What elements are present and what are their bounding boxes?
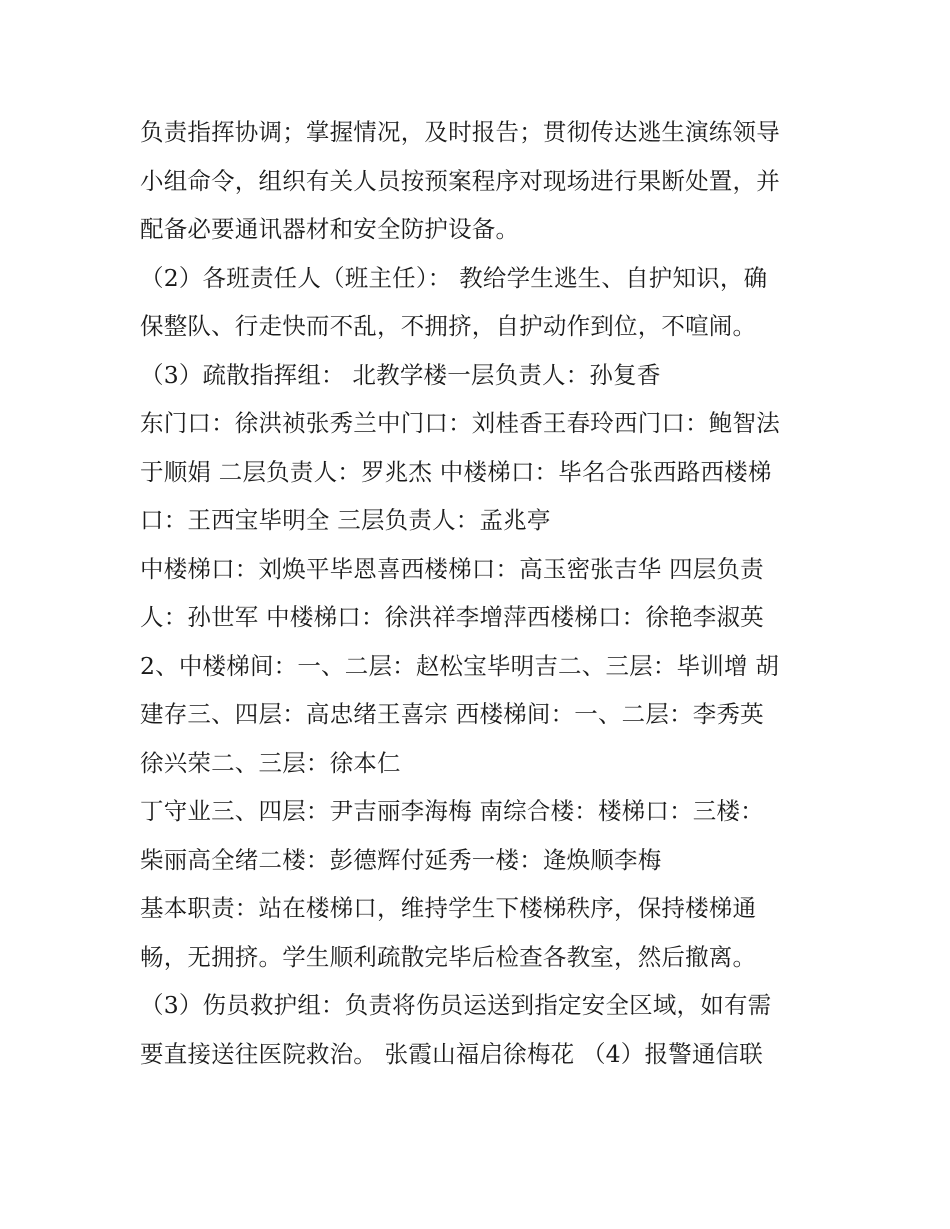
text-line: 丁守业三、四层：尹吉丽李海梅 南综合楼：楼梯口：三楼：: [140, 797, 764, 825]
text-line: （3）疏散指挥组： 北教学楼一层负责人：孙复香: [140, 360, 661, 389]
text-line: 小组命令，组织有关人员按预案程序对现场进行果断处置，并: [140, 166, 780, 195]
text-line: 保整队、行走快而不乱，不拥挤，自护动作到位，不喧闹。: [140, 312, 757, 340]
text-line: 畅，无拥挤。学生顺利疏散完毕后检查各教室，然后撤离。: [140, 942, 757, 971]
text-line: 人：孙世军 中楼梯口：徐洪祥李增萍西楼梯口：徐艳李淑英: [140, 603, 764, 631]
text-line: （3）伤员救护组：负责将伤员运送到指定安全区域，如有需: [140, 991, 772, 1019]
text-line: 口：王西宝毕明全 三层负责人：孟兆亭: [140, 506, 551, 534]
text-line: 徐兴荣二、三层：徐本仁: [140, 748, 401, 777]
text-line: 中楼梯口：刘焕平毕恩喜西楼梯口：高玉密张吉华 四层负责: [140, 554, 764, 583]
text-line: 建存三、四层：高忠绪王喜宗 西楼梯间：一、二层：李秀英: [140, 700, 764, 728]
text-line: 配备必要通讯器材和安全防护设备。: [140, 215, 520, 243]
text-line: 于顺娟 二层负责人：罗兆杰 中楼梯口：毕名合张西路西楼梯: [140, 457, 772, 486]
document-body: [140, 108, 820, 1078]
text-line: 柴丽高全绪二楼：彭德辉付延秀一楼：逄焕顺李梅: [140, 845, 662, 874]
text-line: 负责指挥协调；掌握情况，及时报告；贯彻传达逃生演练领导: [140, 118, 780, 146]
text-line: 要直接送往医院救治。 张霞山福启徐梅花 （4）报警通信联: [140, 1039, 763, 1068]
text-line: 基本职责：站在楼梯口，维持学生下楼梯秩序，保持楼梯通: [140, 894, 757, 922]
text-line: 东门口：徐洪祯张秀兰中门口：刘桂香王春玲西门口：鲍智法: [140, 409, 780, 437]
text-line: 2、中楼梯间：一、二层：赵松宝毕明吉二、三层：毕训增 胡: [140, 651, 780, 680]
text-line: （2）各班责任人（班主任）： 教给学生逃生、自护知识，确: [140, 263, 768, 292]
